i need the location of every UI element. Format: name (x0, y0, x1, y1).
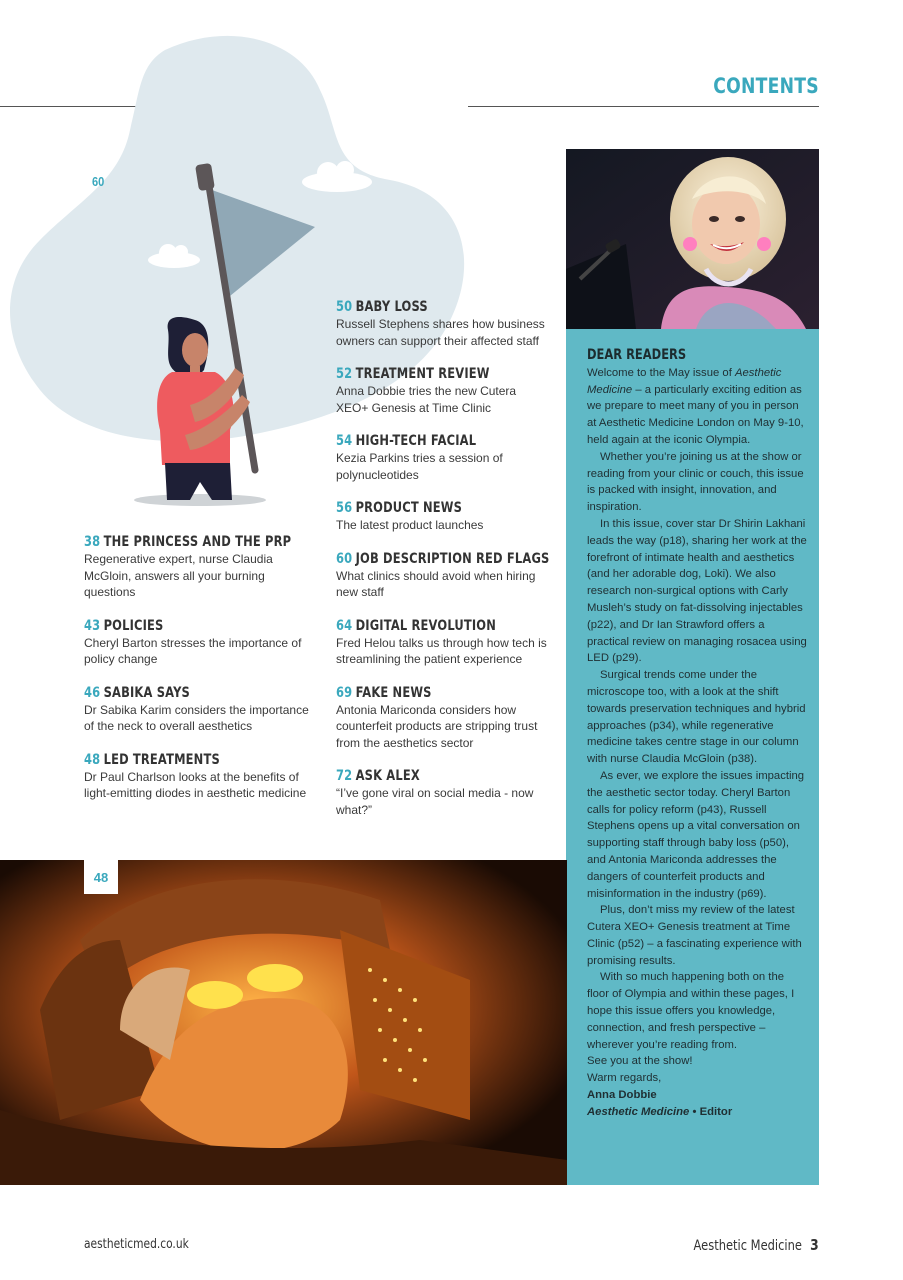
toc-item[interactable] (84, 617, 314, 668)
toc-item-heading (336, 617, 512, 635)
illustration-page-ref: 60 (92, 174, 105, 189)
page-number: 3 (810, 1236, 819, 1254)
section-title: CONTENTS (713, 74, 819, 98)
toc-item[interactable] (336, 298, 551, 349)
toc-description: Regenerative expert, nurse Claudia McGloin, answers all your burning questions (84, 552, 273, 599)
letter-paragraph: Whether you’re joining us at the show or reading from your clinic or couch, this issue is packed with insight, innovation, and inspiration. (587, 450, 804, 514)
toc-description: The latest product launches (336, 518, 484, 532)
letter-text: – a particularly exciting edition as we prepare to meet many of you in person at Aesthetic Medicine London on May 9-10, held again at the iconic Olympia. (587, 383, 804, 446)
editor-letter-body (587, 347, 809, 1121)
letter-paragraph: With so much happening both on the floor of Olympia and within these pages, I hope this issue offers you knowledge, connection, and fresh perspective – wherever you’re reading from. (587, 971, 795, 1051)
letter-closing: Warm regards, (587, 1072, 662, 1085)
toc-item-heading (336, 499, 512, 517)
toc-item[interactable] (336, 499, 551, 534)
toc-item[interactable] (336, 617, 551, 668)
toc-page-number: 46 (84, 684, 101, 701)
toc-description: Dr Sabika Karim considers the importance of the neck to overall aesthetics (84, 702, 309, 733)
floor-shadow (134, 494, 266, 506)
letter-closing: See you at the show! (587, 1055, 693, 1068)
toc-item[interactable] (84, 533, 314, 601)
letter-paragraph: As ever, we explore the issues impacting the aesthetic sector today. Cheryl Barton calls for policy reform (p43), Russell Stephens opens up a vital conversation on supporting staff through baby loss (p50), and Antonia Mariconda addresses the dangers of counterfeit products and misinformation in the industry (p69). (587, 769, 805, 900)
toc-description: Antonia Mariconda considers how counterfeit products are stripping trust from the aesthetics sector (336, 702, 538, 750)
letter-paragraph: Surgical trends come under the microscope too, with a look at the shift towards preservation techniques and hybrid approaches (p34), while regenerative medicine takes centre stage in our column with nurse Claudia McGloin (p38). (587, 669, 806, 766)
photo-page-badge: 48 (84, 860, 118, 894)
toc-page-number: 69 (336, 684, 353, 701)
toc-title: FAKE NEWS (355, 684, 432, 701)
toc-title: THE PRINCESS AND THE PRP (103, 534, 292, 550)
editor-letter-title: DEAR READERS (587, 347, 687, 363)
toc-page-number: 43 (84, 617, 101, 634)
toc-page-number: 60 (336, 550, 353, 567)
footer-publication (694, 1236, 819, 1254)
letter-paragraph: Plus, don’t miss my review of the latest Cutera XEO+ Genesis treatment at Time Clinic (p52) – a fascinating experience with promising results. (587, 904, 802, 967)
signature-role: Editor (699, 1105, 733, 1118)
toc-item[interactable] (84, 751, 314, 802)
letter-paragraph (587, 365, 809, 449)
signature-title (587, 1104, 809, 1121)
toc-title: ASK ALEX (355, 768, 420, 784)
toc-title: TREATMENT REVIEW (355, 366, 490, 382)
cover-star-photo (566, 149, 819, 329)
toc-description: Cheryl Barton stresses the importance of policy change (84, 635, 302, 666)
toc-item[interactable] (84, 684, 314, 735)
toc-item-heading (336, 550, 550, 568)
toc-page-number: 56 (336, 500, 353, 516)
toc-item-heading (336, 767, 512, 785)
toc-description: Dr Paul Charlson looks at the benefits of light-emitting diodes in aesthetic medicine (84, 769, 307, 800)
toc-description: Russell Stephens shares how business owners can support their affected staff (336, 317, 545, 348)
toc-description: Kezia Parkins tries a session of polynucleotides (336, 451, 503, 482)
toc-title: POLICIES (103, 617, 164, 634)
toc-item-heading (336, 298, 512, 316)
toc-description: Fred Helou talks us through how tech is streamlining the patient experience (336, 635, 547, 666)
footer-url[interactable]: aestheticmed.co.uk (84, 1237, 189, 1252)
footer-publication-name: Aesthetic Medicine (693, 1238, 803, 1254)
toc-item-heading (84, 751, 273, 769)
toc-item-heading (336, 432, 512, 450)
toc-item[interactable] (336, 767, 551, 818)
signature-name: Anna Dobbie (587, 1089, 657, 1102)
publication-name: Aesthetic Medicine (587, 366, 782, 396)
toc-page-number: 54 (336, 433, 353, 449)
toc-title: DIGITAL REVOLUTION (355, 617, 497, 634)
toc-item-heading (84, 617, 273, 635)
toc-column-left (84, 533, 314, 818)
toc-item-heading (84, 533, 292, 551)
toc-item[interactable] (336, 550, 551, 601)
toc-page-number: 48 (84, 751, 101, 768)
signature-publication: Aesthetic Medicine (587, 1105, 690, 1118)
toc-description: Anna Dobbie tries the new Cutera XEO+ Genesis at Time Clinic (336, 384, 517, 415)
letter-paragraph: In this issue, cover star Dr Shirin Lakhani leads the way (p18), sharing her work at the forefront of intimate health and aesthetics (and her adorable dog, Loki). We also research non-surgical options with Carly Musleh’s study on fat-dissolving injectables (p22), and Dr Ian Strawford offers a practical review on managing rosacea using LED (p29). (587, 517, 807, 665)
toc-page-number: 50 (336, 299, 353, 315)
toc-description: What clinics should avoid when hiring new staff (336, 568, 536, 599)
toc-item-heading (84, 684, 273, 702)
toc-page-number: 38 (84, 534, 101, 550)
editor-letter-panel (566, 329, 819, 1185)
toc-description: “I’ve gone viral on social media - now what?” (336, 786, 534, 817)
toc-page-number: 72 (336, 768, 353, 784)
header-rule-right (468, 106, 819, 107)
toc-column-right (336, 298, 551, 834)
letter-text: Welcome to the May issue of (587, 366, 735, 379)
toc-title: LED TREATMENTS (103, 751, 220, 768)
toc-item[interactable] (336, 432, 551, 483)
toc-item-heading (336, 684, 512, 702)
toc-title: BABY LOSS (355, 299, 428, 315)
toc-item-heading (336, 365, 512, 383)
toc-item[interactable] (336, 684, 551, 752)
toc-title: SABIKA SAYS (103, 684, 190, 701)
toc-page-number: 52 (336, 366, 353, 382)
toc-title: HIGH-TECH FACIAL (355, 433, 477, 449)
toc-title: PRODUCT NEWS (355, 500, 463, 516)
led-treatment-photo (0, 860, 567, 1185)
toc-title: JOB DESCRIPTION RED FLAGS (355, 550, 550, 567)
toc-page-number: 64 (336, 617, 353, 634)
signature-separator: • (689, 1105, 700, 1118)
toc-item[interactable] (336, 365, 551, 416)
